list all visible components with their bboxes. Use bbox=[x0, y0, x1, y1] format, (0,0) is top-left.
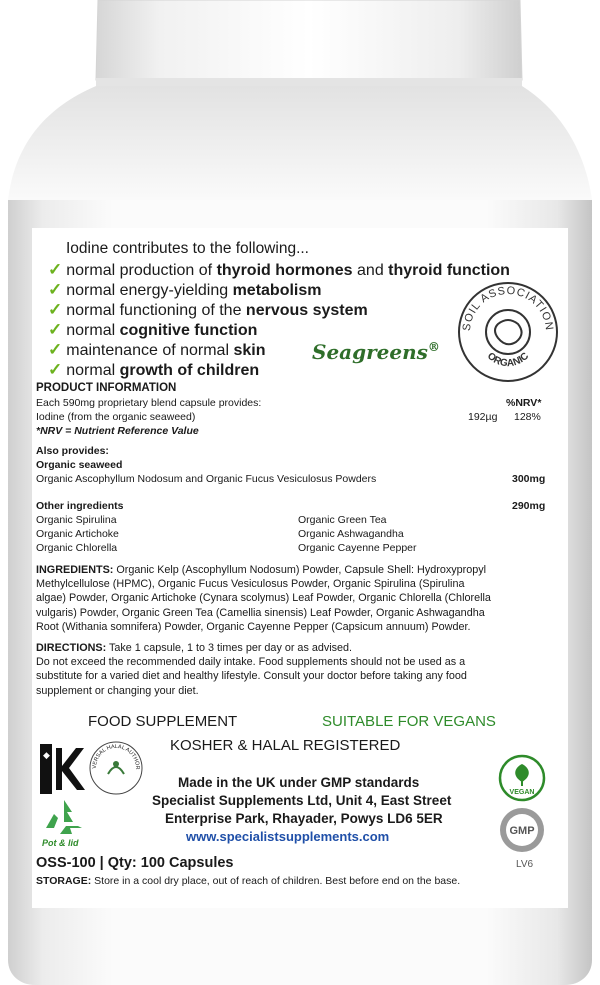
lv-code: LV6 bbox=[516, 859, 534, 870]
website-link[interactable]: www.specialistsupplements.com bbox=[186, 829, 390, 844]
check-icon: ✓ bbox=[48, 360, 63, 379]
check-icon: ✓ bbox=[48, 260, 63, 279]
svg-text:SOIL ASSOCIATION: SOIL ASSOCIATION bbox=[460, 284, 556, 332]
other-right-3: Organic Cayenne Pepper bbox=[298, 542, 417, 554]
benefit-6: ✓ normal growth of children bbox=[48, 360, 260, 379]
other-right-1: Organic Green Tea bbox=[298, 514, 387, 526]
recycle-icon bbox=[42, 798, 86, 838]
svg-text:GMP: GMP bbox=[509, 825, 535, 837]
iodine-label: Iodine (from the organic seaweed) bbox=[36, 411, 196, 423]
product-label bbox=[36, 232, 564, 902]
check-icon: ✓ bbox=[48, 280, 63, 299]
bottle-cap bbox=[96, 0, 522, 80]
benefit-5: ✓ maintenance of normal skin bbox=[48, 340, 266, 359]
seagreens-logo: Seagreens® bbox=[312, 340, 440, 364]
check-icon: ✓ bbox=[48, 320, 63, 339]
also-sub: Organic seaweed bbox=[36, 459, 123, 471]
svg-text:◆: ◆ bbox=[43, 750, 50, 760]
vegan-badge-icon bbox=[498, 754, 546, 802]
directions-text: DIRECTIONS: Take 1 capsule, 1 to 3 times per day or as advised. Do not exceed the recommended daily intake. Food supplements should not be used as a substitute for a varied diet and healthy lifestyle. Consult your doctor before taking any food supplement or changing your diet. bbox=[36, 642, 467, 697]
benefit-2: ✓ normal energy-yielding metabolism bbox=[48, 280, 322, 299]
also-heading: Also provides: bbox=[36, 445, 109, 457]
nrv-note: *NRV = Nutrient Reference Value bbox=[36, 425, 199, 437]
check-icon: ✓ bbox=[48, 300, 63, 319]
product-info-heading: PRODUCT INFORMATION bbox=[36, 382, 177, 394]
other-left-3: Organic Chlorella bbox=[36, 542, 118, 554]
product-code: OSS-100 | Qty: 100 Capsules bbox=[36, 855, 234, 871]
recycle-label: Pot & lid bbox=[42, 838, 79, 848]
storage-text: STORAGE: Store in a cool dry place, out of reach of children. Best before end on the base. bbox=[36, 875, 461, 887]
food-supplement-text: FOOD SUPPLEMENT bbox=[88, 713, 238, 730]
svg-text:VEGAN: VEGAN bbox=[509, 789, 535, 796]
halal-icon bbox=[88, 740, 144, 796]
ingredients-text: INGREDIENTS: Organic Kelp (Ascophyllum Nodosum) Powder, Capsule Shell: Hydroxypropyl Methylcellulose (HPMC), Organic Fucus Vesiculosus Powder, Organic Spirulina (Spirulina algae) Powder, Organic Artichoke (Cynara scolymus) Leaf Powder, Organic Chlorella (Chlorella vulgaris) Powder, Organic Green Tea (Camellia sinensis) Leaf Powder, Organic Ashwagandha Root (Withania somnifera) Powder, Organic Cayenne Pepper (Capsicum annuum) Powder. bbox=[36, 564, 491, 633]
check-icon: ✓ bbox=[48, 340, 63, 359]
gmp-badge-icon bbox=[498, 806, 546, 854]
iodine-amount: 192µg bbox=[468, 411, 498, 423]
made-line-2: Specialist Supplements Ltd, Unit 4, East Street bbox=[152, 793, 452, 808]
other-left-2: Organic Artichoke bbox=[36, 528, 119, 540]
kosher-text: KOSHER & HALAL REGISTERED bbox=[170, 737, 401, 754]
vegan-text: SUITABLE FOR VEGANS bbox=[322, 713, 496, 730]
made-line-3: Enterprise Park, Rhayader, Powys LD6 5ER bbox=[165, 811, 443, 826]
soil-association-logo bbox=[456, 280, 560, 384]
other-amount: 290mg bbox=[512, 500, 546, 512]
nrv-header: %NRV* bbox=[506, 397, 542, 409]
also-item: Organic Ascophyllum Nodosum and Organic Fucus Vesiculosus Powders bbox=[36, 473, 377, 485]
made-line-1: Made in the UK under GMP standards bbox=[178, 775, 420, 790]
iodine-nrv: 128% bbox=[514, 411, 541, 423]
other-left-1: Organic Spirulina bbox=[36, 514, 117, 526]
other-right-2: Organic Ashwagandha bbox=[298, 528, 404, 540]
kosher-k-icon bbox=[40, 744, 86, 794]
also-amount: 300mg bbox=[512, 473, 546, 485]
cap-rim bbox=[96, 78, 522, 86]
bottle-shoulder bbox=[8, 86, 592, 200]
benefit-3: ✓ normal functioning of the nervous system bbox=[48, 300, 368, 319]
benefit-4: ✓ normal cognitive function bbox=[48, 320, 258, 339]
benefit-1: ✓ normal production of thyroid hormones and thyroid function bbox=[48, 260, 510, 279]
svg-text:UNIVERSAL HALAL AUTHORITY: VERSAL HALAL AUTHOR bbox=[91, 743, 141, 770]
other-heading: Other ingredients bbox=[36, 500, 124, 512]
intro-text: Iodine contributes to the following... bbox=[66, 240, 309, 257]
svg-text:ORGANIC: ORGANIC bbox=[484, 350, 532, 370]
serving-text: Each 590mg proprietary blend capsule provides: bbox=[36, 397, 262, 409]
